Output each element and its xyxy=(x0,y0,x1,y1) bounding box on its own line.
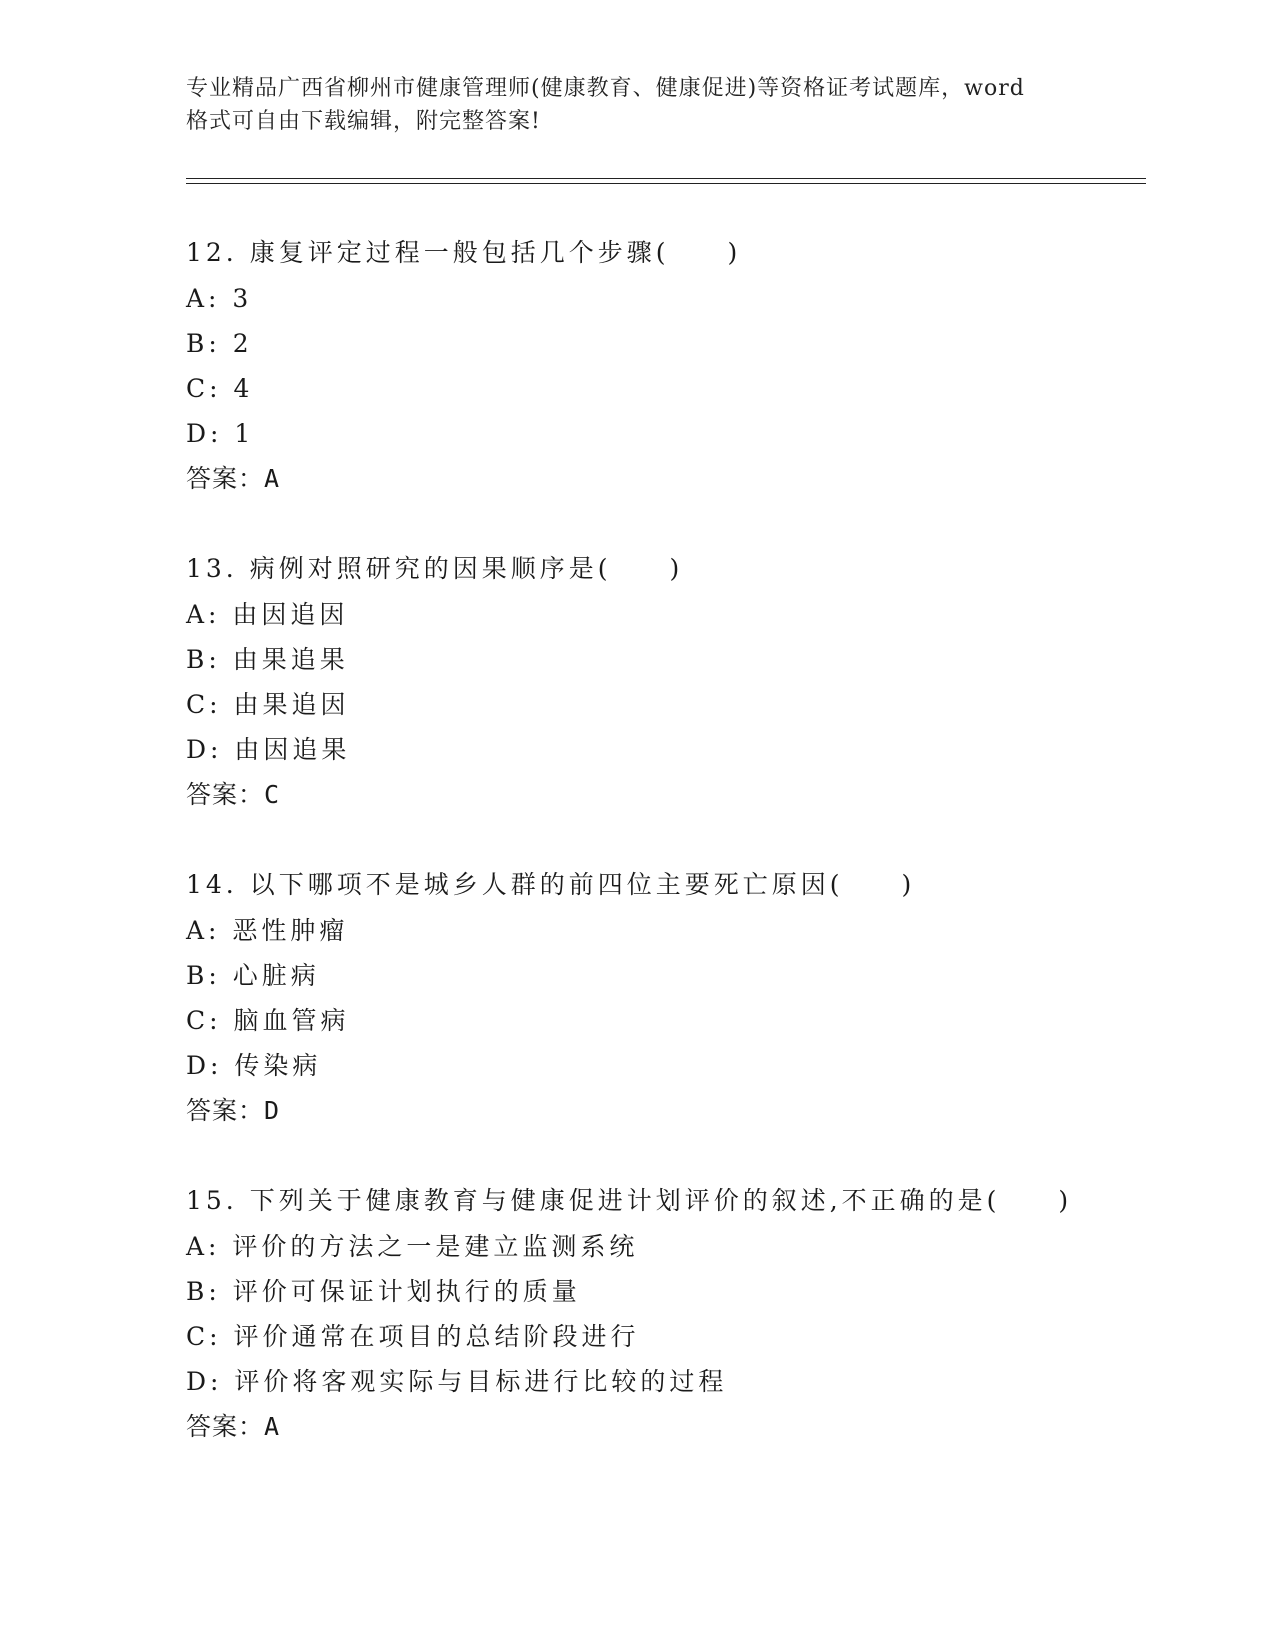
question-stem: 15. 下列关于健康教育与健康促进计划评价的叙述,不正确的是( ) xyxy=(186,1186,1073,1215)
header-divider-bottom xyxy=(186,183,1146,184)
question-12 xyxy=(186,238,1146,494)
question-13 xyxy=(186,554,1146,810)
question-stem: 12. 康复评定过程一般包括几个步骤( ) xyxy=(186,238,742,267)
option-d: D: 由因追果 xyxy=(186,735,351,764)
answer-label: 答案： xyxy=(186,1412,265,1441)
option-d: D: 传染病 xyxy=(186,1051,322,1080)
option-a: A: 3 xyxy=(186,284,253,313)
option-c: C: 4 xyxy=(186,374,254,403)
answer-line xyxy=(186,1412,1146,1442)
answer-value: A xyxy=(264,464,281,493)
header-line-1: 专业精品广西省柳州市健康管理师(健康教育、健康促进)等资格证考试题库，word xyxy=(186,76,1025,101)
answer-label: 答案： xyxy=(186,464,265,493)
option-b: B: 2 xyxy=(186,329,253,358)
header-line-2: 格式可自由下载编辑，附完整答案! xyxy=(186,109,541,134)
option-d: D: 1 xyxy=(186,419,255,448)
option-b: B: 由果追果 xyxy=(186,645,349,674)
answer-value: D xyxy=(264,1096,281,1125)
option-d: D: 评价将客观实际与目标进行比较的过程 xyxy=(186,1367,728,1396)
option-a: A: 恶性肿瘤 xyxy=(186,916,349,945)
option-c: C: 脑血管病 xyxy=(186,1006,350,1035)
document-header xyxy=(186,72,1086,138)
question-14 xyxy=(186,870,1146,1126)
question-stem: 14. 以下哪项不是城乡人群的前四位主要死亡原因( ) xyxy=(186,870,916,899)
answer-line xyxy=(186,1096,1146,1126)
option-b: B: 心脏病 xyxy=(186,961,320,990)
option-c: C: 由果追因 xyxy=(186,690,350,719)
answer-label: 答案： xyxy=(186,780,265,809)
answer-value: C xyxy=(264,780,281,809)
option-a: A: 评价的方法之一是建立监测系统 xyxy=(186,1232,639,1261)
answer-line xyxy=(186,780,1146,810)
question-stem: 13. 病例对照研究的因果顺序是( ) xyxy=(186,554,684,583)
answer-line xyxy=(186,464,1146,494)
option-a: A: 由因追因 xyxy=(186,600,349,629)
question-15 xyxy=(186,1186,1146,1442)
answer-value: A xyxy=(264,1412,281,1441)
option-c: C: 评价通常在项目的总结阶段进行 xyxy=(186,1322,640,1351)
option-b: B: 评价可保证计划执行的质量 xyxy=(186,1277,581,1306)
header-divider-top xyxy=(186,178,1146,179)
answer-label: 答案： xyxy=(186,1096,265,1125)
